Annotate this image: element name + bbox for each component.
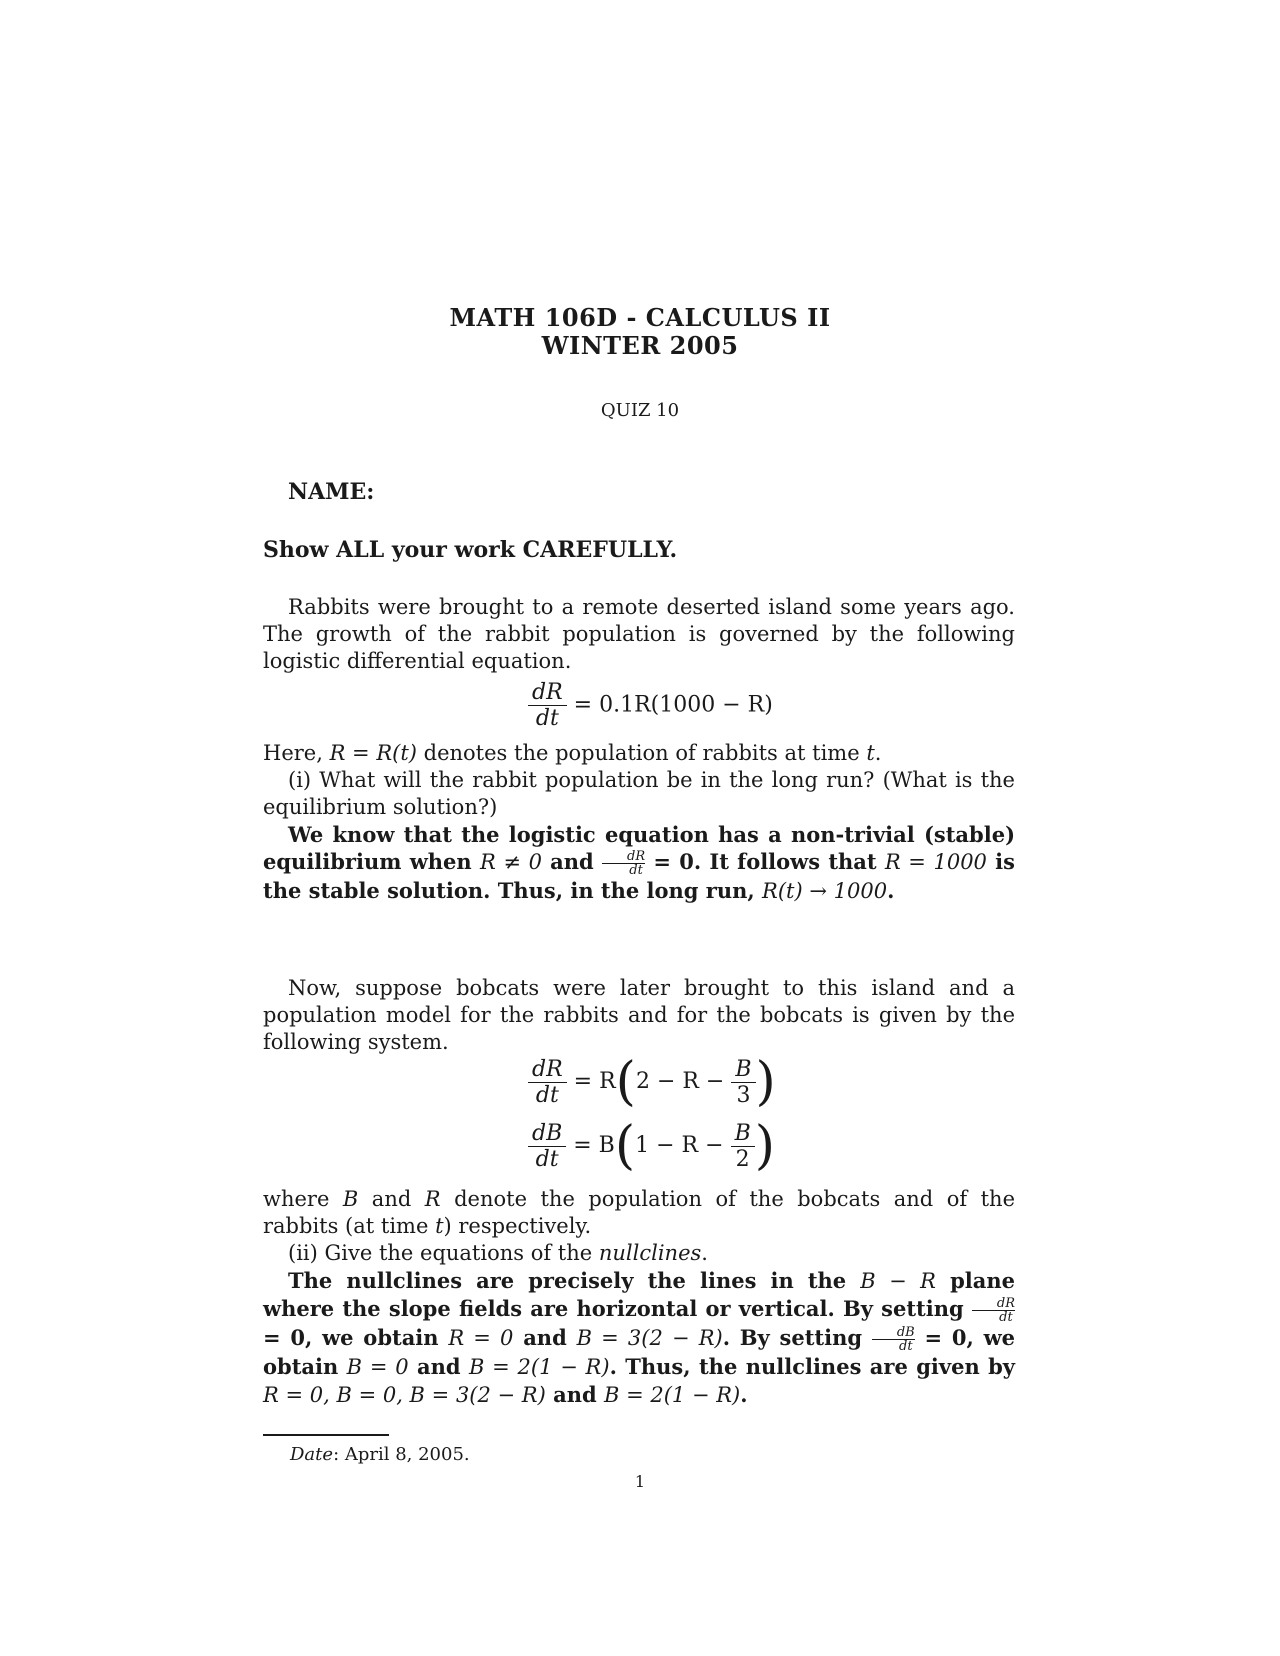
instructions: Show ALL your work CAREFULLY. [263,537,678,563]
variable-definition: Here, R = R(t) denotes the population of rabbits at time t. [263,741,882,765]
quiz-title: QUIZ 10 [600,400,680,421]
equation-rhs: = 0.1R(1000 − R) [573,692,773,718]
system-definition: where B and R denote the population of the bobcats and of the rabbits (at time t) respectively. [263,1187,1016,1238]
derivative-fraction: $\frac{dR}{dt}$ [528,680,567,731]
logistic-equation [528,680,773,731]
system-equation-rabbits: $\frac{dR}{dt}$ = R(2 − R − $\frac{B}{3}$ ) [528,1056,776,1108]
answer-2: The nullclines are precisely the lines in the B − R plane where the slope fields are horizontal or vertical. By setting $\frac{dR}{dt}$ = 0, we obtain R = 0 and B = 3(2 − R). By setting $\frac{dB}{dt}$ = 0, we obtain B = 0 and B = 2(1 − R). Thus, the nullclines are given by R = 0, B = 0, B = 3(2 − R) and B = 2(1 − R). [263,1268,1016,1407]
page-number: 1 [634,1472,646,1491]
term-title: WINTER 2005 [541,331,739,360]
problem1-intro: Rabbits were brought to a remote deserted island some years ago. The growth of the rabbit population is governed by the following logistic differential equation. [263,595,1015,673]
answer-1: We know that the logistic equation has a non-trivial (stable) equilibrium when R ≠ 0 and $\frac{dR}{dt}$ = 0. It follows that R = 1000 is the stable solution. Thus, in the long run, R(t) → 1000. [263,822,1015,903]
name-label: NAME: [288,479,375,505]
footnote-rule [263,1434,389,1436]
question-1: (i) What will the rabbit population be in the long run? (What is the equilibrium solution?) [263,768,1015,819]
question-2: (ii) Give the equations of the nullclines. [288,1241,708,1265]
system-equation-bobcats: $\frac{dB}{dt}$ = B(1 − R − $\frac{B}{2}$ ) [528,1120,775,1172]
problem2-intro: Now, suppose bobcats were later brought to this island and a population model for the rabbits and for the bobcats is given by the following system. [263,976,1015,1054]
small-fraction: $\frac{dR}{dt}$ [602,850,645,877]
date-footnote: Date: April 8, 2005. [290,1444,470,1465]
course-title: MATH 106D - CALCULUS II [449,303,831,332]
